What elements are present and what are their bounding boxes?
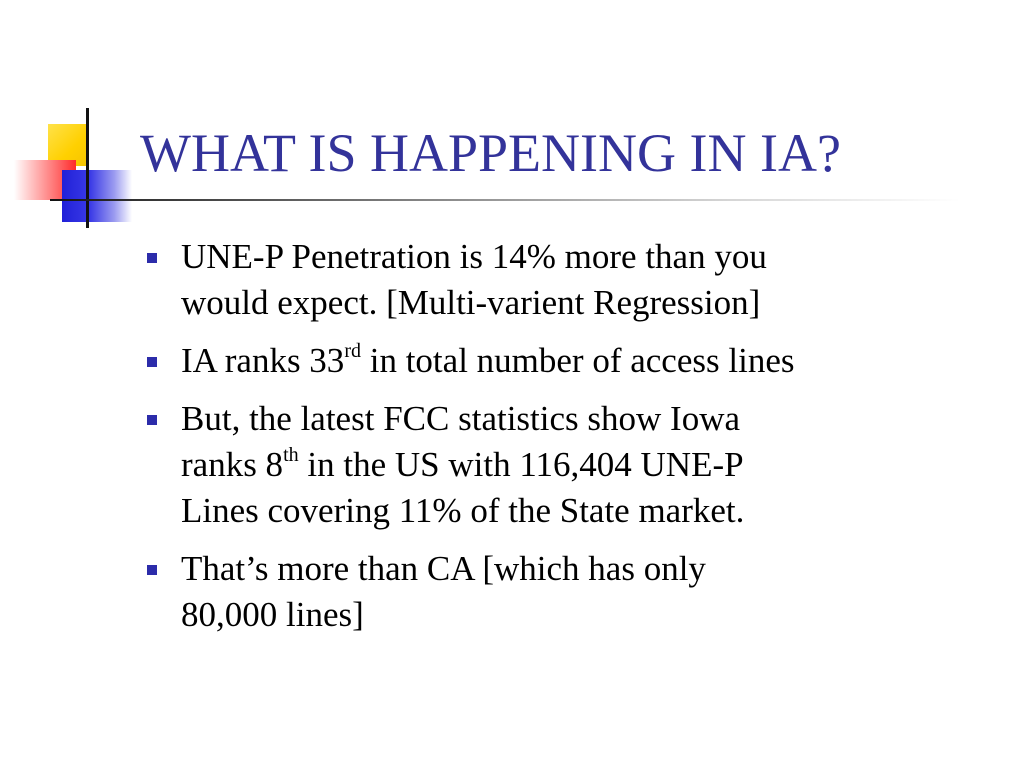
ordinal-superscript: th (283, 444, 299, 467)
bullet-item-une-p-penetration (140, 234, 1000, 326)
bullet-item-fcc-statistics (140, 396, 1000, 534)
blue-square-decoration (62, 170, 132, 222)
slide-title: WHAT IS HAPPENING IN IA? (140, 123, 841, 183)
bullet-text-line: UNE-P Penetration is 14% more than you (181, 237, 767, 276)
bullet-text-segment: in the US with 116,404 UNE-P (298, 445, 744, 484)
bullet-text-line: But, the latest FCC statistics show Iowa (181, 399, 741, 438)
square-bullet-icon (147, 415, 157, 425)
ordinal-superscript: rd (344, 340, 361, 363)
bullet-text-line: That’s more than CA [which has only (181, 549, 706, 588)
bullet-text-segment: IA ranks 33 (181, 341, 345, 380)
bullet-text-segment: in total number of access lines (360, 341, 795, 380)
square-bullet-icon (147, 253, 157, 263)
bullet-text-line: 80,000 lines] (181, 595, 364, 634)
bullet-text-line: Lines covering 11% of the State market. (181, 491, 745, 530)
square-bullet-icon (147, 565, 157, 575)
bullet-item-ia-ranks (140, 338, 1000, 384)
square-bullet-icon (147, 357, 157, 367)
bullet-text-line: would expect. [Multi-varient Regression] (181, 283, 761, 322)
title-underline-rule (50, 199, 960, 201)
bullet-item-more-than-ca (140, 546, 1000, 638)
bullet-list (140, 234, 1000, 650)
vertical-rule-decoration (86, 108, 89, 228)
bullet-text-segment: ranks 8 (181, 445, 284, 484)
